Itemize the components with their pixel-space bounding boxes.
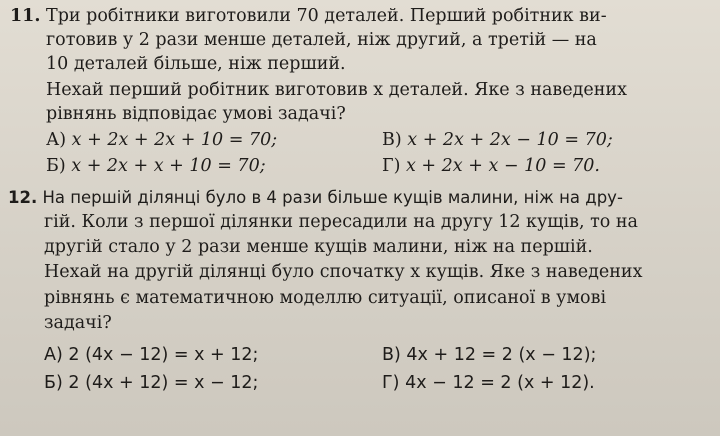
problem-12-option-b[interactable]: [44, 373, 258, 393]
problem-11-line-2: готовив у 2 рази менше деталей, ніж другий, а третій — на: [46, 30, 597, 50]
problem-12-line-3: другій стало у 2 рази менше кущів малини, ніж на першій.: [44, 237, 593, 257]
option-label: В): [382, 345, 401, 365]
option-equation: x + 2x + 2x + 10 = 70;: [71, 130, 278, 150]
option-equation: x + 2x + x − 10 = 70.: [406, 156, 600, 176]
problem-12-line-4: Нехай на другій ділянці було спочатку x кущів. Яке з наведених: [44, 262, 643, 282]
problem-11-line-3: 10 деталей більше, ніж перший.: [46, 54, 346, 74]
option-label: В): [382, 130, 402, 150]
option-label: Г): [382, 156, 401, 176]
problem-12-option-v[interactable]: [382, 345, 596, 365]
problem-11-line-5: рівнянь відповідає умові задачі?: [46, 104, 346, 124]
problem-12-option-g[interactable]: [382, 373, 595, 393]
problem-11-line-4: Нехай перший робітник виготовив x деталей. Яке з наведених: [46, 80, 627, 100]
problem-12-line-5: рівнянь є математичною моделлю ситуації, описаної в умові: [44, 288, 607, 308]
problem-11-option-b[interactable]: [46, 156, 266, 176]
option-label: Б): [44, 373, 63, 393]
problem-12-line-2: гій. Коли з першої ділянки пересадили на другу 12 кущів, то на: [44, 212, 638, 232]
option-equation: 2 (4x − 12) = x + 12;: [68, 345, 259, 365]
problem-11-text-line: Три робітники виготовили 70 деталей. Перший робітник ви-: [46, 6, 607, 26]
problem-12-number: 12.: [8, 188, 38, 207]
problem-12-line-6: задачі?: [44, 313, 112, 333]
problem-11-line-1: [10, 6, 607, 26]
option-label: Б): [46, 156, 66, 176]
option-equation: x + 2x + 2x − 10 = 70;: [407, 130, 613, 150]
problem-12-option-a[interactable]: [44, 345, 258, 365]
option-equation: x + 2x + x + 10 = 70;: [71, 156, 266, 176]
problem-12-text-line: На першій ділянці було в 4 рази більше кущів малини, ніж на дру-: [42, 188, 623, 207]
option-label: А): [46, 130, 67, 150]
option-equation: 2 (4x + 12) = x − 12;: [68, 373, 259, 393]
problem-12-line-1: [8, 188, 623, 208]
option-label: А): [44, 345, 63, 365]
option-equation: 4x + 12 = 2 (x − 12);: [406, 345, 597, 365]
option-equation: 4x − 12 = 2 (x + 12).: [405, 373, 595, 393]
problem-11-option-v[interactable]: [382, 130, 613, 150]
problem-11-option-g[interactable]: [382, 156, 600, 176]
option-label: Г): [382, 373, 400, 393]
problem-11-option-a[interactable]: [46, 130, 277, 150]
problem-11-number: 11.: [10, 6, 41, 26]
